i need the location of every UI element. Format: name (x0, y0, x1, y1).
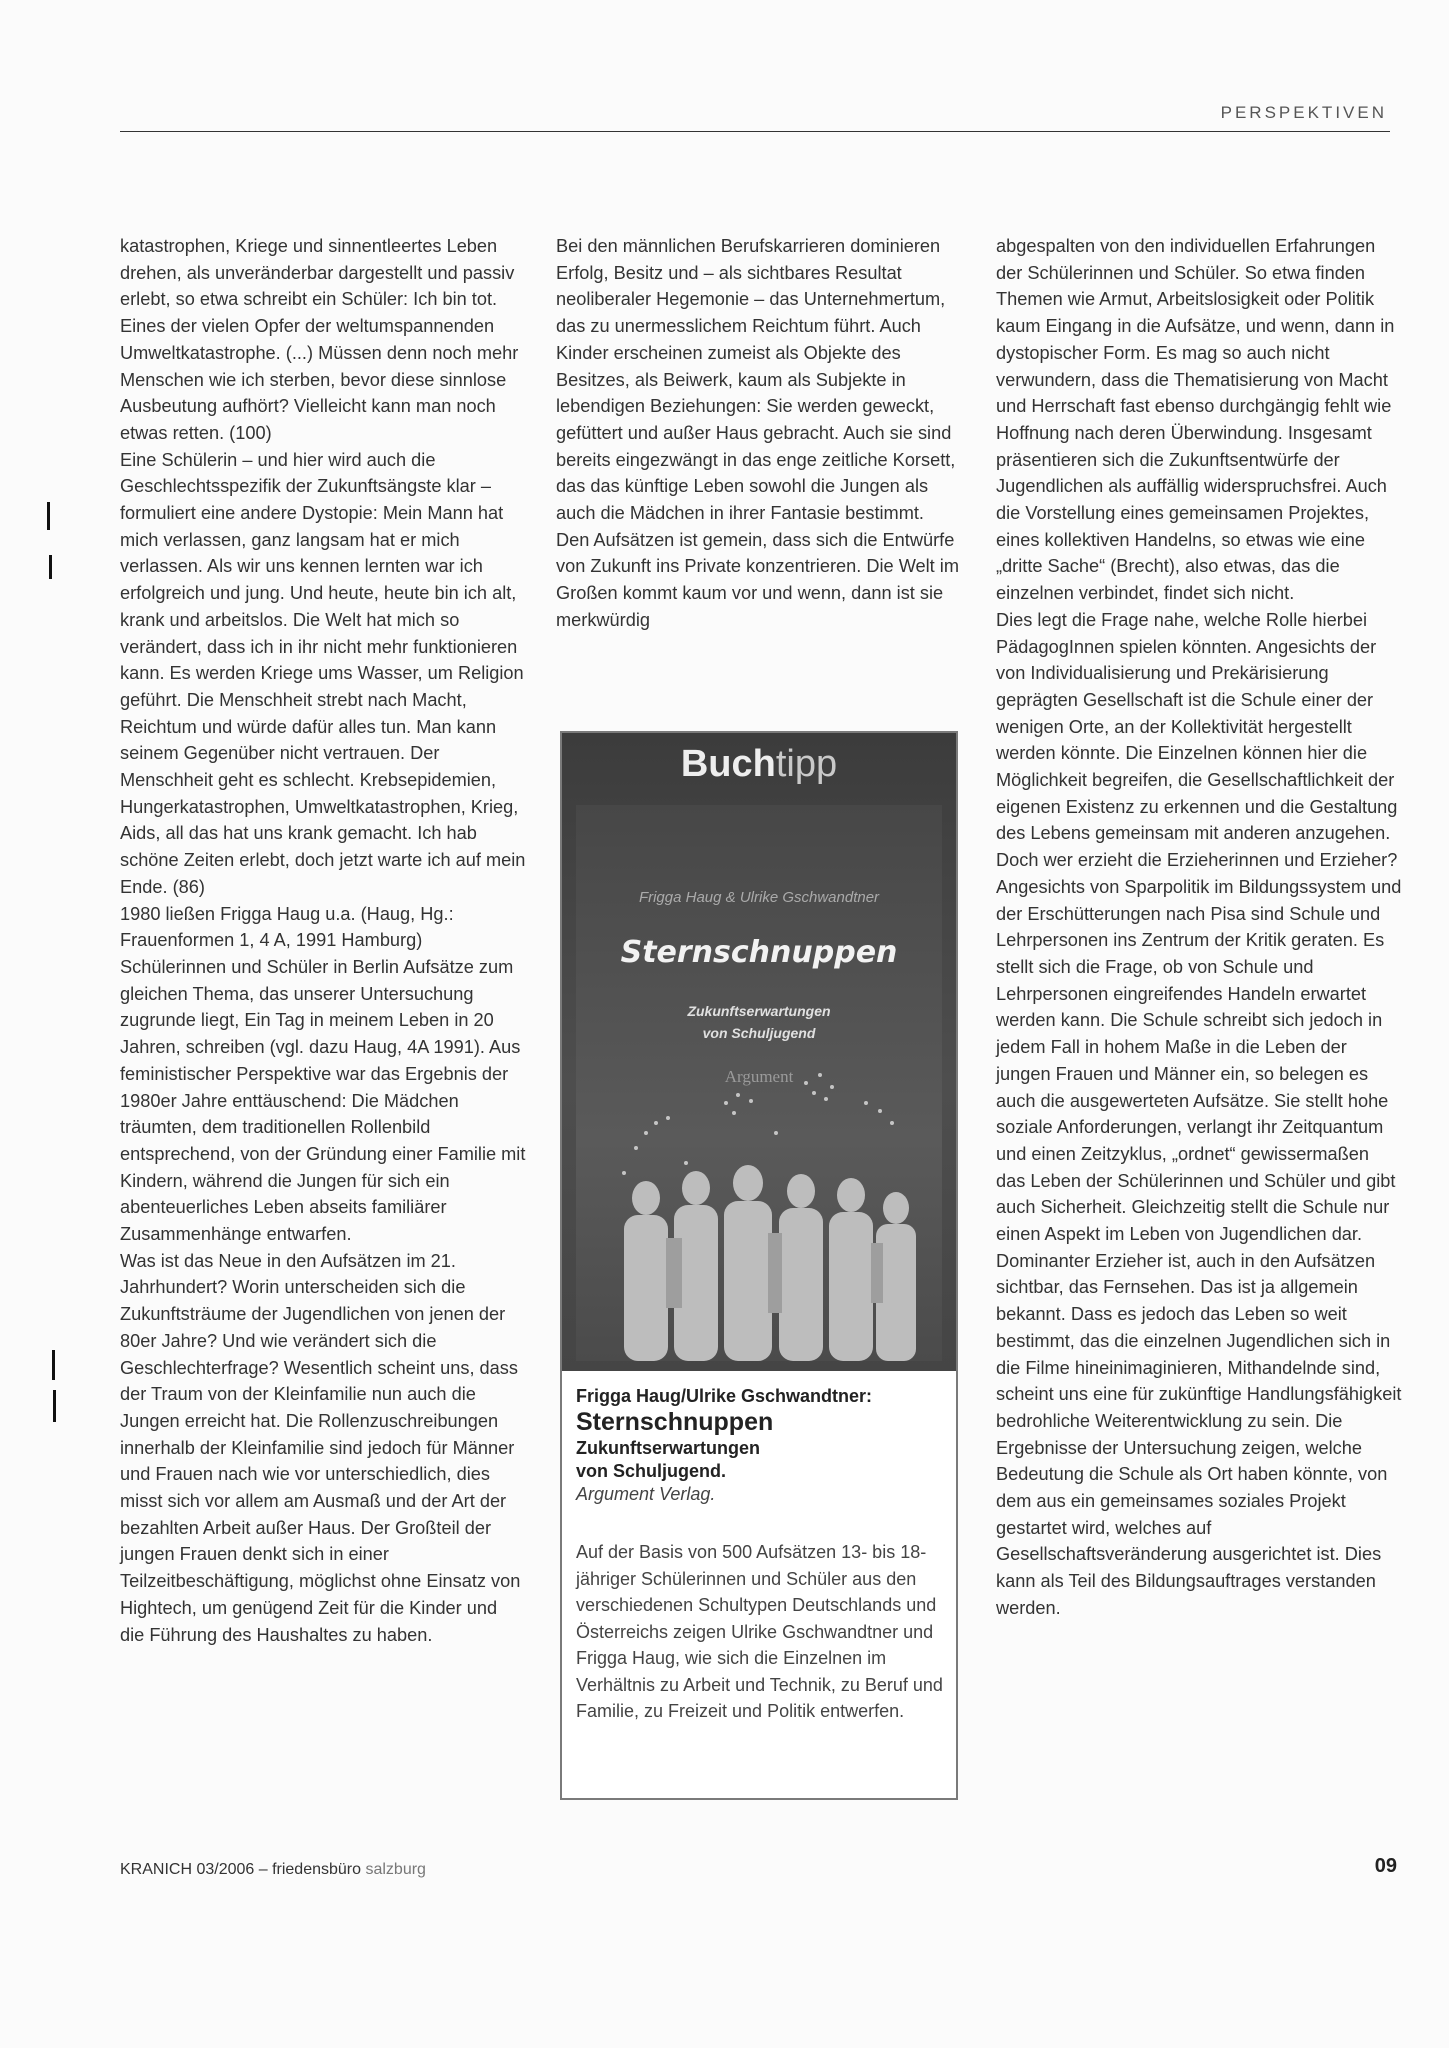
header-rule (120, 131, 1390, 132)
book-cover (562, 733, 956, 1371)
cover-subtitle: Zukunftserwartungen von Schuljugend (687, 1003, 831, 1041)
scan-margin-mark (52, 1350, 55, 1380)
section-label: PERSPEKTIVEN (1220, 103, 1387, 122)
cover-silhouettes-illustration (576, 1023, 942, 1361)
scan-margin-mark (49, 555, 52, 579)
text-column-3 (996, 233, 1402, 1622)
book-info (576, 1385, 946, 1506)
scan-margin-mark (53, 1390, 56, 1422)
text-column-1 (120, 233, 526, 1648)
paragraph: 1980 ließen Frigga Haug u.a. (Haug, Hg.: Frauenformen 1, 4 A, 1991 Hamburg) Schülerinnen und Schüler in Berlin Aufsätze zum gleichen Thema, das unserer Untersuchung zugrunde liegt, Ein Tag in meinem Leben in 20 Jahren, schreiben (vgl. dazu Haug, 4A 1991). Aus feministischer Perspektive war das Ergebnis der 1980er Jahre enttäuschend: Die Mädchen träumten, dem traditionellen Rollenbild entsprechend, von der Gründung einer Familie mit Kindern, während die Jungen für sich ein abenteuerliches Leben abseits familiärer Zusammenhänge entwarfen. (120, 903, 526, 1245)
book-subtitle: Zukunftserwartungen von Schuljugend. (576, 1438, 761, 1481)
paragraph: katastrophen, Kriege und sinnentleertes Leben drehen, als unveränderbar dargestellt und passiv erlebt, so etwa schreibt ein Schüler: Ich bin tot. Eines der vielen Opfer der weltumspannenden Umweltkatastrophe. (...) Müssen denn noch mehr Menschen wie ich sterben, bevor diese sinnlose Ausbeutung aufhört? Vielleicht kann man noch etwas retten. (100) (120, 236, 519, 443)
paragraph: Dies legt die Frage nahe, welche Rolle hierbei PädagogInnen spielen könnten. Angesichts der von Individualisierung und Prekärisierung geprägten Gesellschaft ist die Schule einer der wenigen Orte, an der Kollektivität hergestellt werden könnte. Die Einzelnen können hier die Möglichkeit begreifen, die Gesellschaftlichkeit der eigenen Existenz zu erkennen und die Gestaltung des Lebens gemeinsam mit anderen anzugehen. Doch wer erzieht die Erzieherinnen und Erzieher? Angesichts von Sparpolitik im Bildungssystem und der Erschütterungen nach Pisa sind Schule und Lehrpersonen ins Zentrum der Kritik geraten. Es stellt sich die Frage, ob von Schule und Lehrpersonen eingreifendes Handeln erwartet werden kann. Die Schule schreibt sich jedoch in jedem Fall in hohem Maße in die Leben der jungen Frauen und Männer ein, so belegen es auch die ausgewerteten Aufsätze. Sie stellt hohe soziale Anforderungen, verlangt ihr Zeitquantum und einen Zeitzyklus, „ordnet“ gewissermaßen das Leben der Schülerinnen und Schüler und gibt auch Sicherheit. Gleichzeitig stellt die Schule nur einen Aspekt im Leben von Jugendlichen dar. Dominanter Erzieher ist, auch in den Aufsätzen sichtbar, das Fernsehen. Das ist ja allgemein bekannt. Dass es jedoch das Leben so weit bestimmt, das die einzelnen Jugendlichen sich in die Filme hineinimaginieren, Mithandelnde sind, scheint uns eine für zukünftige Handlungsfähigkeit bedrohliche Weiterentwicklung zu sein. Die Ergebnisse der Untersuchung zeigen, welche Bedeutung die Schule als Ort haben könnte, von dem aus ein gemeinsames soziales Projekt gestartet wird, welches auf Gesellschaftsveränderung ausgerichtet ist. Dies kann als Teil des Bildungsauftrages verstanden werden. (996, 609, 1402, 1618)
book-tip-box (560, 731, 958, 1800)
cover-authors: Frigga Haug & Ulrike Gschwandtner (638, 889, 880, 906)
paragraph: Eine Schülerin – und hier wird auch die Geschlechtsspezifik der Zukunftsängste klar – formuliert eine andere Dystopie: Mein Mann hat mich verlassen, ganz langsam hat er mich verlassen. Als wir uns kennen lernten war ich erfolgreich und jung. Und heute, heute bin ich alt, krank und arbeitslos. Die Welt hat mich so verändert, dass ich in ihr nicht mehr funktionieren kann. Es werden Kriege ums Wasser, um Religion geführt. Die Menschheit strebt nach Macht, Reichtum und würde dafür alles tun. Man kann seinem Gegenüber nicht vertrauen. Der Menschheit geht es schlecht. Krebsepidemien, Hungerkatastrophen, Umweltkatastrophen, Krieg, Aids, all das hat uns krank gemacht. Ich hab schöne Zeiten erlebt, doch jetzt warte ich auf mein Ende. (86) (120, 449, 526, 897)
paragraph: Was ist das Neue in den Aufsätzen im 21. Jahrhundert? Worin unterscheiden sich die Zukunftsträume der Jugendlichen von jenen der 80er Jahre? Und wie verändert sich die Geschlechterfrage? Wesentlich scheint uns, dass der Traum von der Kleinfamilie nun auch die Jungen erreicht hat. Die Rollenzuschreibungen innerhalb der Kleinfamilie sind jedoch für Männer und Frauen nach wie vor unterschiedlich, dies misst sich vor allem am Ausmaß und der Art der bezahlten Arbeit außer Haus. Der Großteil der jungen Frauen denkt sich in einer Teilzeitbeschäftigung, möglichst ohne Einsatz von Hightech, um genügend Zeit für die Kinder und die Führung des Haushaltes zu haben. (120, 1250, 521, 1645)
paragraph: abgespalten von den individuellen Erfahrungen der Schülerinnen und Schüler. So etwa finden Themen wie Armut, Arbeitslosigkeit oder Politik kaum Eingang in die Aufsätze, und wenn, dann in dystopischer Form. Es mag so auch nicht verwundern, dass die Thematisierung von Macht und Herrschaft fast ebenso durchgängig fehlt wie Hoffnung nach deren Überwindung. Insgesamt präsentieren sich die Zukunftsentwürfe der Jugendlichen als auffällig widerspruchsfrei. Auch die Vorstellung eines gemeinsamen Projektes, eines kollektiven Handelns, so etwas wie eine „dritte Sache“ (Brecht), also etwas, das die einzelnen verbindet, findet sich nicht. (996, 236, 1395, 604)
scan-margin-mark (47, 502, 50, 530)
text-column-2 (556, 233, 962, 634)
cover-title: Sternschnuppen (620, 935, 898, 970)
footer-publication: KRANICH 03/2006 – friedensbüro salzburg (120, 1861, 426, 1878)
book-description: Auf der Basis von 500 Aufsätzen 13- bis 18-jähriger Schülerinnen und Schüler aus den verschiedenen Schultypen Deutschlands und Österreichs zeigen Ulrike Gschwandtner und Frigga Haug, wie sich die Einzelnen im Verhältnis zu Arbeit und Technik, zu Beruf und Familie, zu Freizeit und Politik entwerfen. (576, 1542, 943, 1721)
book-title: Sternschnuppen (576, 1408, 774, 1436)
paragraph: Bei den männlichen Berufskarrieren dominieren Erfolg, Besitz und – als sichtbares Resultat neoliberaler Hegemonie – das Unternehmertum, das zu unermesslichem Reichtum führt. Auch Kinder erscheinen zumeist als Objekte des Besitzes, als Beiwerk, kaum als Subjekte in lebendigen Beziehungen: Sie werden geweckt, gefüttert und außer Haus gebracht. Auch sie sind bereits eingezwängt in das enge zeitliche Korsett, das das künftige Leben sowohl die Jungen als auch die Mädchen in ihrer Fantasie bestimmt. (556, 236, 956, 524)
book-publisher: Argument Verlag. (576, 1484, 716, 1504)
book-authors: Frigga Haug/Ulrike Gschwandtner: (576, 1386, 873, 1406)
book-tip-heading: Buchtipp (680, 743, 838, 785)
cover-publisher: Argument (724, 1067, 794, 1086)
paragraph: Den Aufsätzen ist gemein, dass sich die Entwürfe von Zukunft ins Private konzentrieren. Die Welt im Großen kommt kaum vor und wenn, dann ist sie merkwürdig (556, 529, 959, 630)
page-number: 09 (1374, 1855, 1397, 1877)
